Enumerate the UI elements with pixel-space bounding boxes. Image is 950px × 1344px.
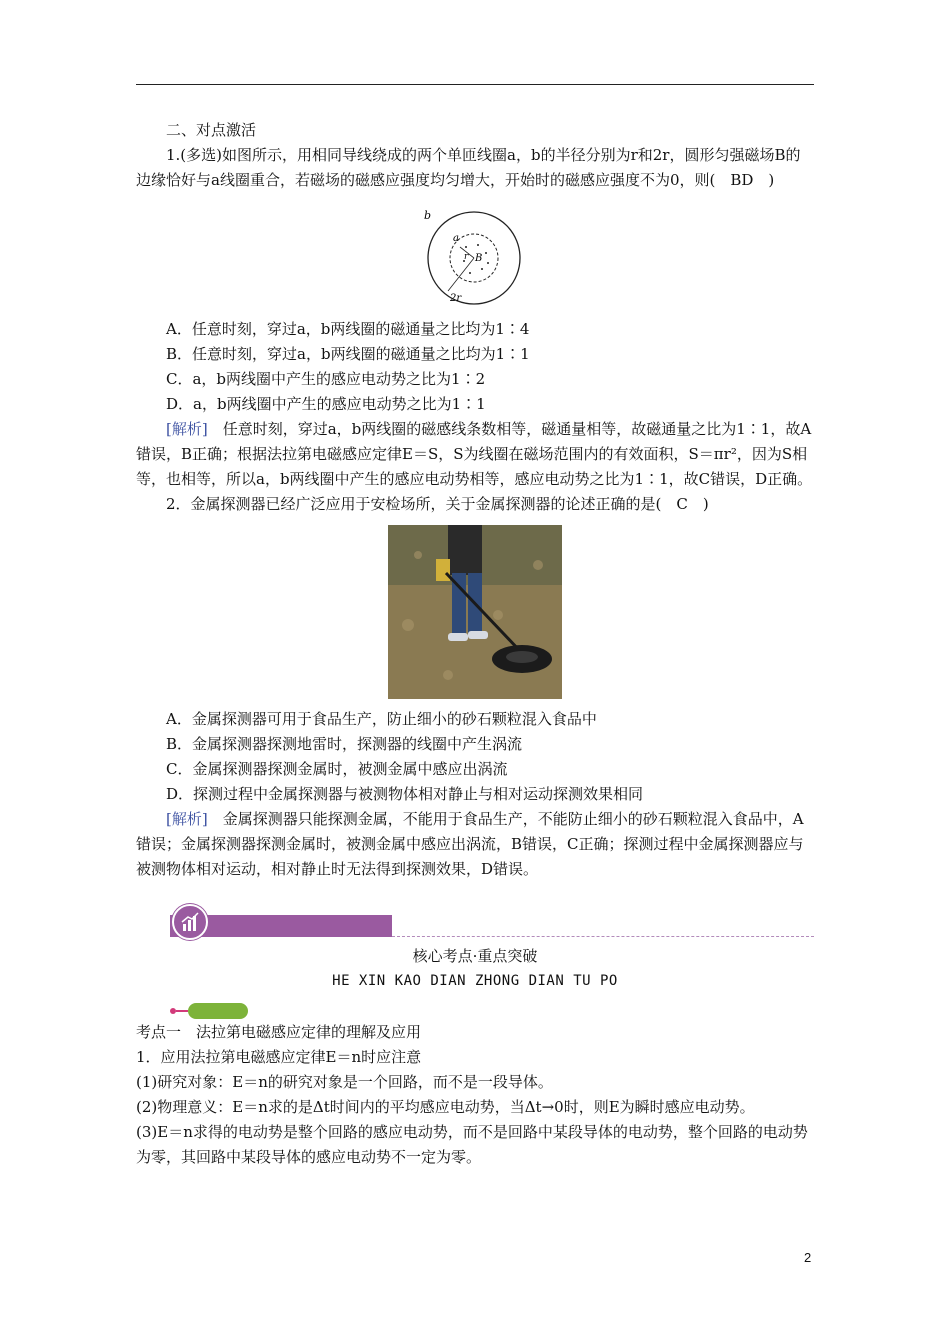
keypoint-title: 考点一 法拉第电磁感应定律的理解及应用 xyxy=(136,1023,422,1041)
section-pinyin: HE XIN KAO DIAN ZHONG DIAN TU PO xyxy=(332,973,618,989)
keypoint-marker xyxy=(136,1000,814,1020)
section-heading: 二、对点激活 xyxy=(166,121,257,139)
header-rule xyxy=(136,84,814,85)
page-number: 2 xyxy=(804,1250,812,1265)
section-title: 核心考点·重点突破 xyxy=(412,947,538,965)
label-2r: 2r xyxy=(450,293,462,304)
analysis-text: 任意时刻，穿过a，b两线圈的磁感线条数相等，磁通量相等，故磁通量之比为1∶1，故A错误，B正确；根据法拉第电磁感应定律E＝S，S为线圈在磁场范围内的有效面积，S＝πr²，因为S相等，也相等，所以a，b两线圈中产生的感应电动势相等，感应电动势之比为1∶1，故C错误，D正确。 xyxy=(136,420,813,488)
q2-option-a: A．金属探测器可用于食品生产，防止细小的砂石颗粒混入食品中 xyxy=(166,710,597,728)
page-content xyxy=(136,118,814,1170)
q2-option-c: C．金属探测器探测金属时，被测金属中感应出涡流 xyxy=(166,760,508,778)
marker-line xyxy=(176,1010,188,1012)
analysis-tag: [解析] xyxy=(166,810,208,828)
marker-pill xyxy=(188,1003,248,1019)
q1-option-b: B．任意时刻，穿过a，b两线圈的磁通量之比均为1∶1 xyxy=(166,345,530,363)
question-1-stem: 1.(多选)如图所示，用相同导线绕成的两个单匝线圈a，b的半径分别为r和2r，圆形匀强磁场B的边缘恰好与a线圈重合，若磁场的磁感应强度均匀增大，开始时的磁感应强度不为0，则( BD ) xyxy=(136,146,801,189)
label-B: B xyxy=(475,253,483,264)
question-2-stem: 2．金属探测器已经广泛应用于安检场所，关于金属探测器的论述正确的是( C ) xyxy=(166,495,709,513)
keypoint-p2: (2)物理意义：E＝n求的是Δt时间内的平均感应电动势，当Δt→0时，则E为瞬时感应电动势。 xyxy=(136,1098,755,1116)
analysis-text: 金属探测器只能探测金属，不能用于食品生产，不能防止细小的砂石颗粒混入食品中，A错误；金属探测器探测金属时，被测金属中感应出涡流，B错误，C正确；探测过程中金属探测器应与被测物体相对运动，相对静止时无法得到探测效果，D错误。 xyxy=(136,810,804,878)
keypoint-p3: (3)E＝n求得的电动势是整个回路的感应电动势，而不是回路中某段导体的电动势，整个回路的电动势为零，其回路中某段导体的感应电动势不一定为零。 xyxy=(136,1123,808,1166)
q1-option-a: A．任意时刻，穿过a，b两线圈的磁通量之比均为1∶4 xyxy=(166,320,530,338)
label-a: a xyxy=(453,233,459,244)
analysis-tag: [解析] xyxy=(166,420,208,438)
q1-option-c: C．a，b两线圈中产生的感应电动势之比为1∶2 xyxy=(166,370,486,388)
keypoint-p1: (1)研究对象：E＝n的研究对象是一个回路，而不是一段导体。 xyxy=(136,1073,553,1091)
label-b: b xyxy=(424,209,432,222)
chart-icon xyxy=(172,904,208,940)
q2-option-b: B．金属探测器探测地雷时，探测器的线圈中产生涡流 xyxy=(166,735,523,753)
section-banner xyxy=(136,898,814,940)
q1-option-d: D．a，b两线圈中产生的感应电动势之比为1∶1 xyxy=(166,395,486,413)
q2-analysis xyxy=(136,807,814,882)
coil-diagram xyxy=(420,203,530,311)
banner-divider xyxy=(392,936,814,937)
q1-analysis xyxy=(136,417,814,492)
q2-option-d: D．探测过程中金属探测器与被测物体相对静止与相对运动探测效果相同 xyxy=(166,785,644,803)
metal-detector-photo xyxy=(388,525,562,699)
keypoint-item-1: 1．应用法拉第电磁感应定律E＝n时应注意 xyxy=(136,1048,422,1066)
label-r: r xyxy=(464,252,469,262)
